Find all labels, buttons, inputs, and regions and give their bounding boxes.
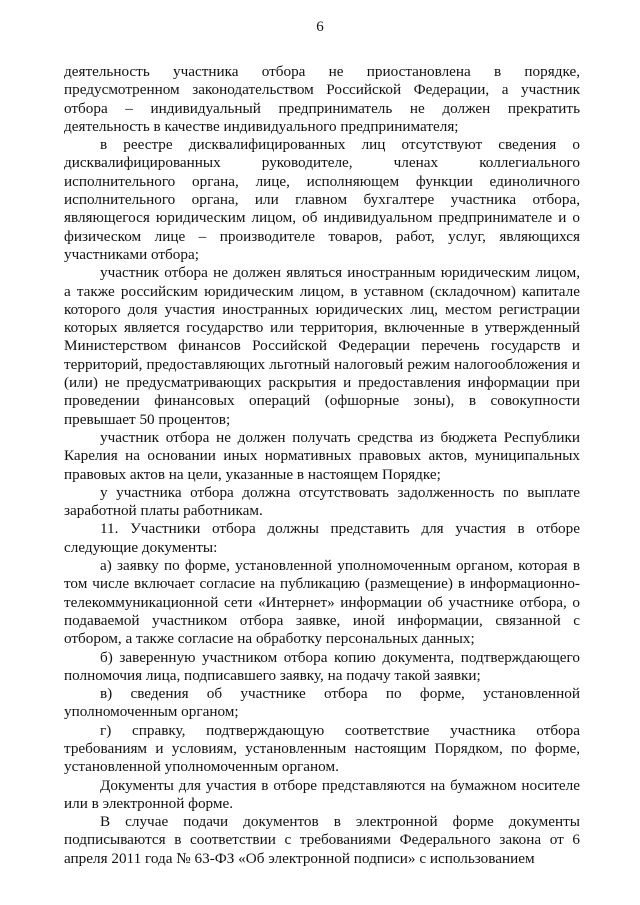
paragraph-6: 11. Участники отбора должны представить для участия в отборе следующие документы: <box>64 520 580 556</box>
paragraph-10: г) справку, подтверждающую соответствие участника отбора требованиям и условиям, установленным настоящим Порядком, по форме, установленной уполномоченным органом. <box>64 721 580 776</box>
paragraph-9: в) сведения об участнике отбора по форме, установленной уполномоченным органом; <box>64 685 580 721</box>
paragraph-4: участник отбора не должен получать средства из бюджета Республики Карелия на основании иных нормативных правовых актов, муниципальных правовых актов на цели, указанные в настоящем Порядке; <box>64 428 580 483</box>
paragraph-7: а) заявку по форме, установленной уполномоченным органом, которая в том числе включает согласие на публикацию (размещение) в информационно-телекоммуникационной сети «Интернет» информации об участнике отбора, о подаваемой участником отбора заявке, иной информации, связанной с отбором, а также согласие на обработку персональных данных; <box>64 557 580 648</box>
paragraph-2: в реестре дисквалифицированных лиц отсутствуют сведения о дисквалифицированных руководителе, членах коллегиального исполнительного органа, лице, исполняющем функции единоличного исполнительного органа, или главном бухгалтере участника отбора, являющегося юридическим лицом, об индивидуальном предпринимателе и о физическом лице – производителе товаров, работ, услуг, являющихся участниками отбора; <box>64 136 580 263</box>
paragraph-11: Документы для участия в отборе представляются на бумажном носителе или в электронной форме. <box>64 776 580 812</box>
paragraph-8: б) заверенную участником отбора копию документа, подтверждающего полномочия лица, подписавшего заявку, на подачу такой заявки; <box>64 648 580 684</box>
paragraph-12: В случае подачи документов в электронной форме документы подписываются в соответствии с требованиями Федерального закона от 6 апреля 2011 года № 63-ФЗ «Об электронной подписи» с использованием <box>64 813 580 867</box>
paragraph-3: участник отбора не должен являться иностранным юридическим лицом, а также российским юридическим лицом, в уставном (складочном) капитале которого доля участия иностранных юридических лиц, местом регистрации которых является государство или территория, включенные в утвержденный Министерством финансов Российской Федерации перечень государств и территорий, предоставляющих льготный налоговый режим налогообложения и (или) не предусматривающих раскрытия и предоставления информации при проведении финансовых операций (офшорные зоны), в совокупности превышает 50 процентов; <box>64 264 580 428</box>
paragraph-1: деятельность участника отбора не приостановлена в порядке, предусмотренном законодательством Российской Федерации, а участник отбора – индивидуальный предприниматель не должен прекратить деятельность в качестве индивидуального предпринимателя; <box>64 63 580 135</box>
page-number: 6 <box>316 19 324 35</box>
paragraph-5: у участника отбора должна отсутствовать задолженность по выплате заработной платы работникам. <box>64 483 580 520</box>
document-body <box>64 63 580 868</box>
